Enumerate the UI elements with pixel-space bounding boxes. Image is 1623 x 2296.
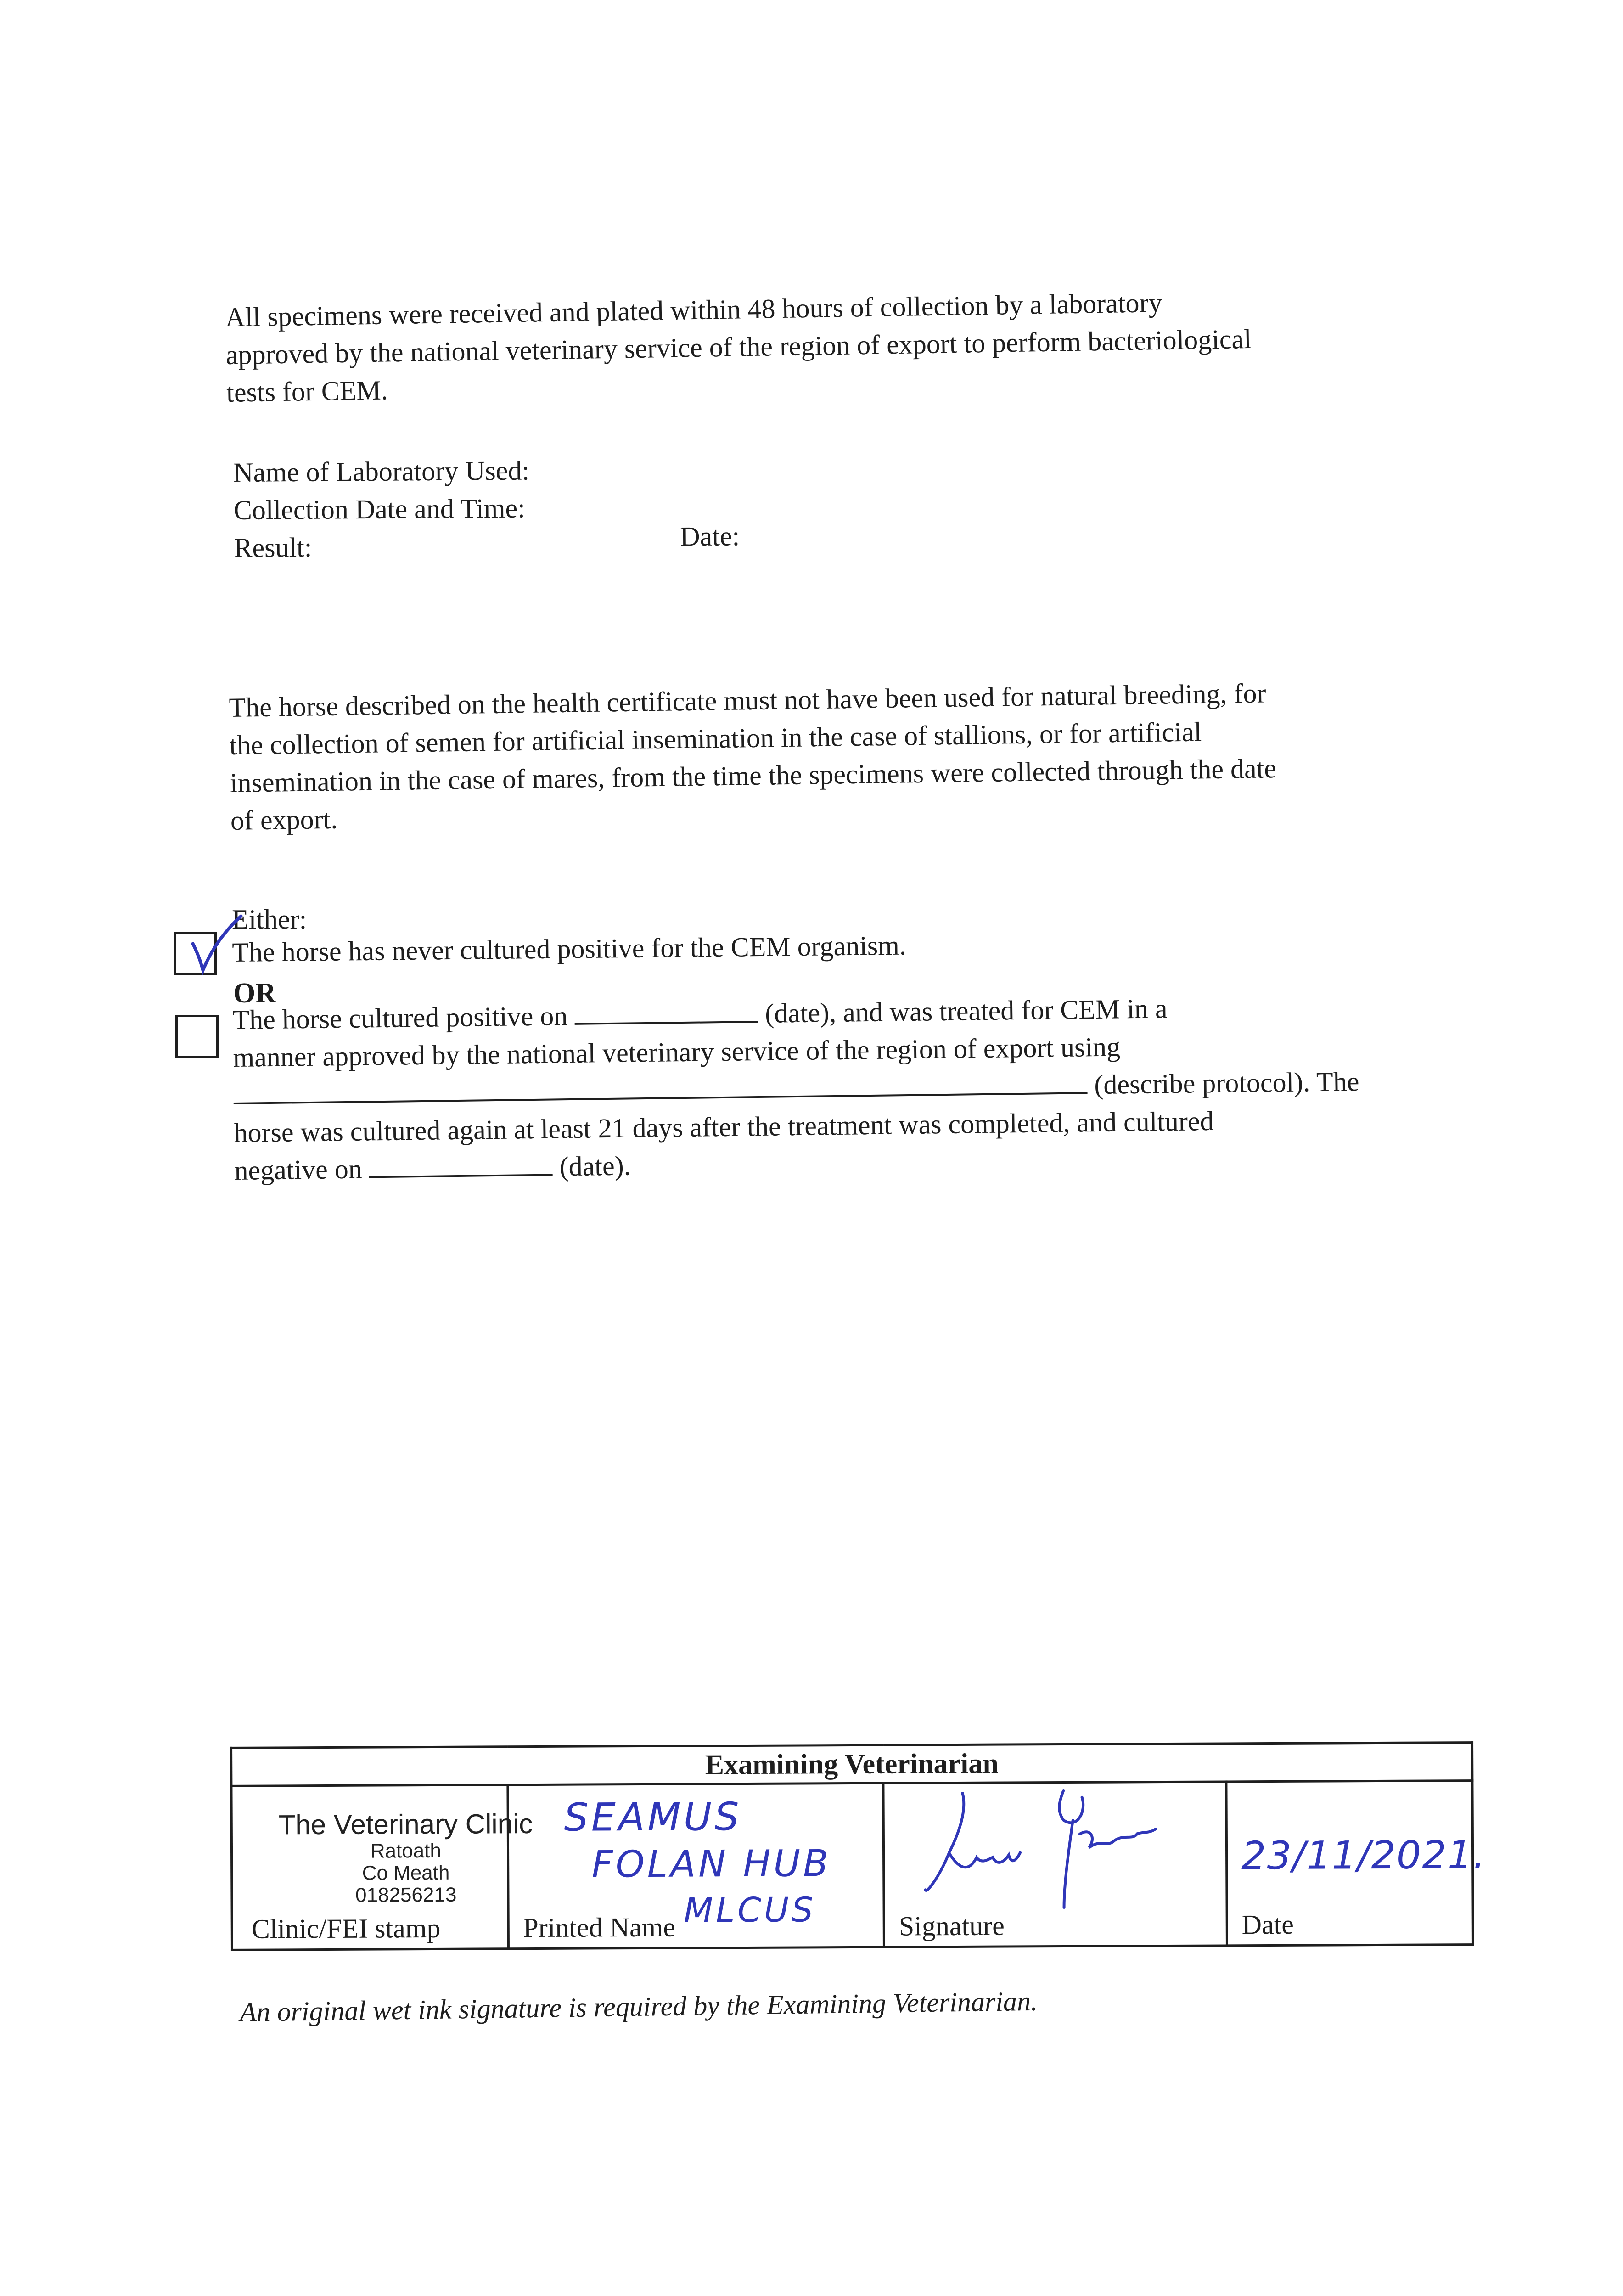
stamp-line: Co Meath [362,1861,450,1885]
signature-cell[interactable] [883,1782,1227,1947]
printed-name-line: MLCUS [684,1890,816,1930]
signature-label: Signature [899,1910,1005,1941]
printed-name-line: SEAMUS [564,1794,742,1840]
statement-line: The horse described on the health certificate must not have been used for natural breeding, for [229,678,1266,723]
handwritten-signature [899,1783,1184,1918]
option2-text-part: (describe protocol). The [1094,1066,1359,1100]
option2-text-part: (date), and was treated for CEM in a [764,993,1168,1029]
printed-name-line: FOLAN HUB [591,1842,831,1886]
negative-date-blank[interactable] [369,1150,553,1178]
handwritten-date: 23/11/2021. [1241,1832,1487,1879]
stamp-clinic-name: The Veterinary Clinic [278,1808,533,1840]
option2-text-part: The horse cultured positive on [232,1001,568,1035]
date-label: Date: [680,521,740,552]
option2-line4: horse was cultured again at least 21 days after the treatment was completed, and cultured [234,1105,1214,1148]
date-cell-label: Date [1241,1909,1294,1940]
option2-text-part: (date). [559,1150,631,1182]
printed-name-cell[interactable] [508,1783,884,1949]
table-header: Examining Veterinarian [231,1743,1472,1786]
statement-line: the collection of semen for artificial insemination in the case of stallions, or for artificial [229,716,1202,760]
positive-date-blank[interactable] [574,997,758,1025]
option2-checkbox[interactable] [175,1015,219,1058]
result-label: Result: [234,532,312,563]
statement-line: approved by the national veterinary service of the region of export to perform bacteriological [225,323,1252,370]
or-label: OR [233,978,276,1009]
date-cell[interactable] [1226,1781,1487,1946]
statement-line: All specimens were received and plated within 48 hours of collection by a laboratory [225,287,1162,332]
stamp-line: Ratoath [370,1839,441,1863]
option2-text [232,987,1360,1189]
statement-line: insemination in the case of mares, from the time the specimens were collected through the date [230,753,1277,798]
laboratory-fields [233,449,969,567]
statement-line: tests for CEM. [226,375,388,408]
clinic-stamp [279,1808,534,1907]
option1-text: The horse has never cultured positive for the CEM organism. [232,930,907,968]
examining-veterinarian-table [230,1741,1487,1951]
lab-name-label: Name of Laboratory Used: [233,455,530,488]
stamp-line: 018256213 [355,1883,457,1907]
clinic-stamp-label: Clinic/FEI stamp [251,1913,441,1944]
collection-date-label: Collection Date and Time: [233,493,526,525]
signature-requirement-note: An original wet ink signature is required by the Examining Veterinarian. [239,1986,1038,2027]
option2-line2: manner approved by the national veterinary service of the region of export using [233,1031,1121,1073]
clinic-stamp-cell [231,1785,533,1950]
option2-text-part: negative on [234,1154,363,1186]
either-label: Either: [232,904,307,934]
printed-name-label: Printed Name [523,1912,676,1943]
specimen-statement [225,282,1252,411]
breeding-statement [229,674,1277,839]
statement-line: of export. [230,804,338,836]
